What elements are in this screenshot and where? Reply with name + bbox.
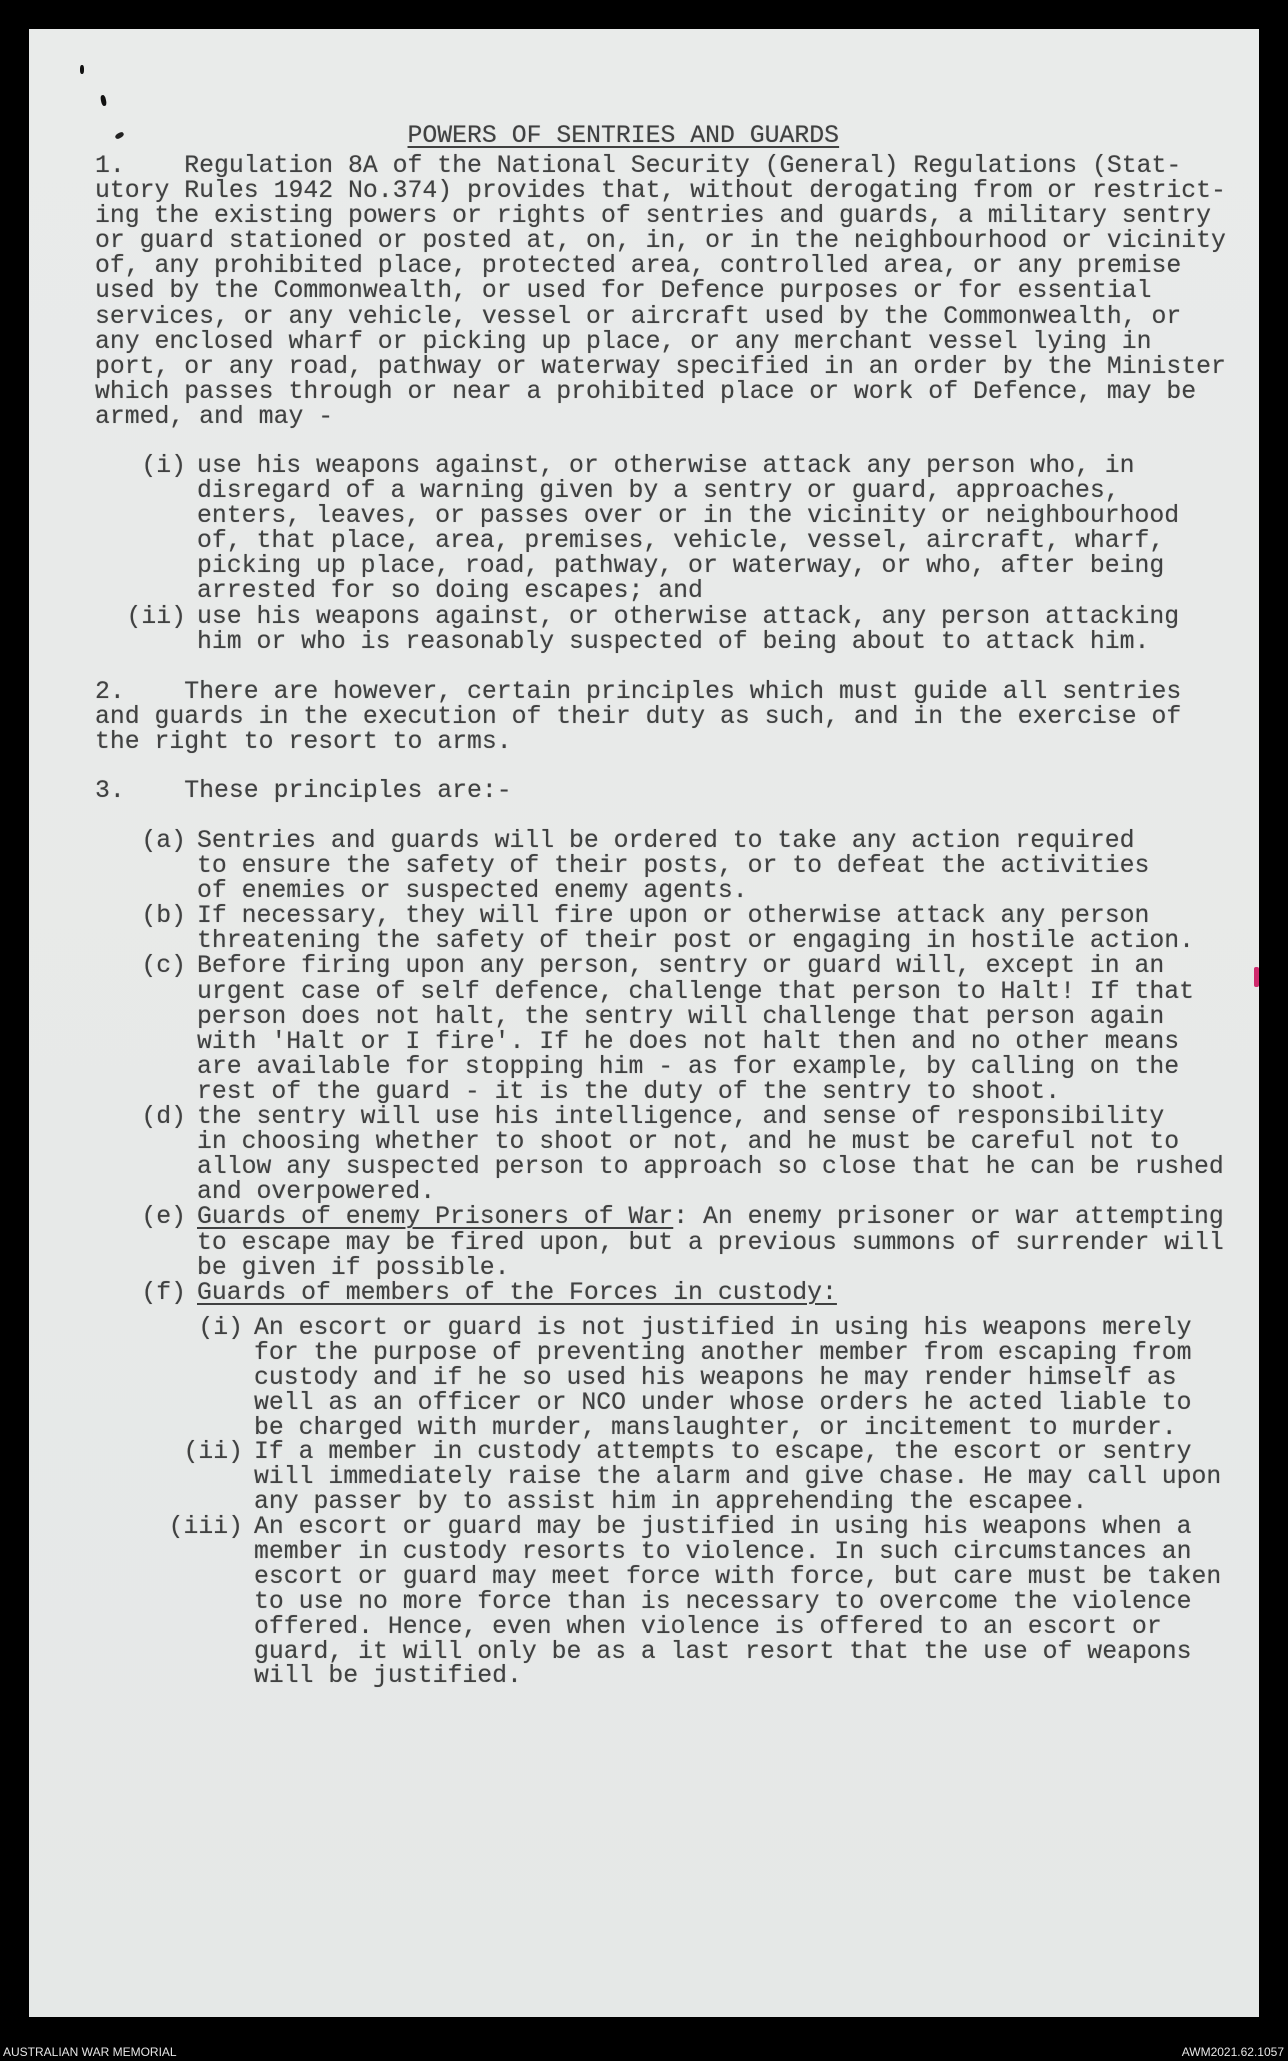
- text-line: [254, 1388, 1221, 1417]
- text-line: services, or any vehicle, vessel or aircraft used by the Commonwealth, or: [95, 302, 1182, 331]
- text-line: [198, 1314, 1221, 1342]
- text-line: 1. Regulation 8A of the National Security (General) Regulations (Stat-: [95, 152, 1182, 180]
- accession-number: AWM2021.62.1057: [1181, 2045, 1284, 2059]
- line-text: any passer by to assist him in apprehending the escapee.: [254, 1488, 1088, 1517]
- line-text: to use no more force than is necessary to overcome the violence: [254, 1587, 1192, 1616]
- text-line: [254, 1637, 1221, 1666]
- line-text: to ensure the safety of their posts, or to defeat the activities: [197, 852, 1150, 881]
- text-line: [197, 1027, 1224, 1056]
- line-text: offered. Hence, even when violence is offered to an escort or: [254, 1612, 1162, 1641]
- line-text: disregard of a warning given by a sentry or guard, approaches,: [197, 477, 1120, 506]
- text-line: [197, 1155, 1224, 1180]
- line-text: escort or guard may meet force with force, but care must be taken: [254, 1562, 1222, 1591]
- text-line: port, or any road, pathway or waterway specified in an order by the Minister: [95, 352, 1226, 381]
- line-text: Before firing upon any person, sentry or guard will, except in an: [197, 952, 1165, 981]
- paragraph-3: [95, 779, 512, 804]
- text-line: [254, 1413, 1221, 1442]
- item-label: (c): [141, 952, 186, 981]
- text-line: [197, 929, 1224, 954]
- item-label: (b): [141, 902, 186, 931]
- text-line: [254, 1465, 1221, 1490]
- line-text: allow any suspected person to approach so close that he can be rushed: [197, 1153, 1224, 1182]
- text-line: [197, 579, 1179, 604]
- text-line: which passes through or near a prohibited place or work of Defence, may be: [95, 377, 1197, 406]
- list-item-c: [141, 952, 1224, 1106]
- list-item-d: [141, 1103, 1224, 1207]
- text-line: [183, 1438, 1221, 1467]
- text-line: [197, 627, 1179, 656]
- item-label: (ii): [126, 602, 186, 631]
- line-text: well as an officer or NCO under whose orders he acted liable to: [254, 1388, 1192, 1417]
- item-label: (ii): [183, 1438, 243, 1467]
- paragraph-1: [95, 154, 1226, 430]
- text-line: [197, 1077, 1224, 1106]
- text-line: [126, 602, 1180, 631]
- line-text: to escape may be fired upon, but a previous summons of surrender will: [197, 1228, 1224, 1257]
- list-item-i: [198, 1314, 1221, 1442]
- text-line: ing the existing powers or rights of sentries and guards, a military sentry: [95, 202, 1212, 231]
- list-item-e: [141, 1203, 1224, 1282]
- line-text: enters, leaves, or passes over or in the vicinity or neighbourhood: [197, 502, 1180, 531]
- list-item-ii: [183, 1438, 1222, 1517]
- text-line: [197, 854, 1224, 879]
- text-line: [197, 1228, 1224, 1257]
- edge-color-mark: [1254, 967, 1259, 987]
- institution-caption: AUSTRALIAN WAR MEMORIAL: [3, 2045, 177, 2059]
- paragraph-2: [95, 680, 1181, 755]
- text-line: [168, 1513, 1221, 1542]
- line-text: use his weapons against, or otherwise attack any person who, in: [197, 452, 1135, 480]
- text-line: [254, 1562, 1222, 1591]
- text-line: 2. There are however, certain principles which must guide all sentries: [95, 678, 1182, 706]
- text-line: [141, 1278, 1224, 1307]
- line-text: the sentry will use his intelligence, and sense of responsibility: [197, 1103, 1165, 1132]
- line-text: An escort or guard may be justified in using his weapons when a: [254, 1513, 1192, 1542]
- text-line: [197, 1052, 1224, 1081]
- text-line: [197, 879, 1224, 904]
- line-text: If necessary, they will fire upon or otherwise attack any person: [197, 902, 1150, 931]
- item-label: (a): [141, 827, 186, 855]
- text-line: [254, 1363, 1221, 1392]
- item-label: (d): [141, 1103, 186, 1132]
- list-item-a: [141, 827, 1224, 906]
- item-label: (iii): [168, 1513, 243, 1542]
- list-item-ii: [126, 602, 1180, 656]
- text-line: utory Rules 1942 No.374) provides that, without derogating from or restrict-: [95, 177, 1226, 206]
- text-line: [197, 1253, 1224, 1282]
- text-line: armed, and may -: [95, 402, 334, 431]
- list-item-f: [141, 1278, 1224, 1307]
- text-line: used by the Commonwealth, or used for Defence purposes or for essential: [95, 277, 1152, 306]
- text-line: or guard stationed or posted at, on, in, or in the neighbourhood or vicinity: [95, 227, 1226, 256]
- list-item-b: [141, 902, 1224, 956]
- text-line: [141, 902, 1224, 931]
- punch-mark: [100, 95, 107, 107]
- item-label: (i): [198, 1314, 243, 1342]
- text-line: [141, 1203, 1224, 1232]
- principles-list: [141, 827, 1224, 1307]
- line-text: be given if possible.: [197, 1253, 510, 1282]
- item-label: (i): [141, 452, 186, 480]
- line-text: will be justified.: [254, 1662, 522, 1691]
- line-text: and overpowered.: [197, 1178, 436, 1207]
- line-text: member in custody resorts to violence. In such circumstances an: [254, 1538, 1192, 1567]
- punch-mark: [80, 65, 84, 74]
- text-line: [197, 1002, 1224, 1031]
- line-text: for the purpose of preventing another member from escaping from: [254, 1338, 1192, 1367]
- text-line: [141, 952, 1224, 981]
- item-heading: Guards of enemy Prisoners of War: [197, 1203, 674, 1232]
- text-line: [141, 1103, 1224, 1132]
- text-line: [197, 1130, 1224, 1155]
- text-line: [254, 1490, 1221, 1515]
- item-label: (e): [141, 1203, 186, 1232]
- line-text: will immediately raise the alarm and give chase. He may call upon: [254, 1463, 1222, 1492]
- text-line: [254, 1587, 1221, 1616]
- list-item-iii: [168, 1513, 1222, 1691]
- line-text: person does not halt, the sentry will challenge that person again: [197, 1002, 1165, 1031]
- line-text: Sentries and guards will be ordered to take any action required: [197, 827, 1135, 855]
- text-line: [197, 1180, 1224, 1205]
- line-text: in choosing whether to shoot or not, and he must be careful not to: [197, 1128, 1180, 1157]
- text-line: [197, 977, 1224, 1006]
- text-line: [197, 479, 1179, 504]
- line-text: An escort or guard is not justified in using his weapons merely: [254, 1314, 1192, 1342]
- line-text: : An enemy prisoner or war attempting: [673, 1203, 1224, 1232]
- line-text: arrested for so doing escapes; and: [197, 577, 703, 606]
- line-text: picking up place, road, pathway, or waterway, or who, after being: [197, 552, 1165, 581]
- line-text: rest of the guard - it is the duty of the sentry to shoot.: [197, 1077, 1061, 1106]
- line-text: guard, it will only be as a last resort that the use of weapons: [254, 1637, 1192, 1666]
- line-text: are available for stopping him - as for example, by calling on the: [197, 1052, 1180, 1081]
- line-text: urgent case of self defence, challenge that person to Halt! If that: [197, 977, 1194, 1006]
- line-text: If a member in custody attempts to escape, the escort or sentry: [254, 1438, 1192, 1467]
- principle-f-sub-items: [168, 1314, 1222, 1691]
- item-label: (f): [141, 1278, 186, 1307]
- paragraph-1-items: [126, 452, 1180, 656]
- line-text: use his weapons against, or otherwise attack, any person attacking: [197, 602, 1180, 631]
- text-line: [197, 529, 1179, 554]
- text-line: and guards in the execution of their duty as such, and in the exercise of: [95, 703, 1182, 732]
- list-item-i: [141, 452, 1180, 606]
- document-page: [29, 29, 1259, 2017]
- text-line: [141, 827, 1224, 855]
- line-text: be charged with murder, manslaughter, or incitement to murder.: [254, 1413, 1177, 1442]
- text-line: [197, 554, 1179, 579]
- text-line: any enclosed wharf or picking up place, or any merchant vessel lying in: [95, 327, 1152, 356]
- line-text: of, that place, area, premises, vehicle, vessel, aircraft, wharf,: [197, 527, 1165, 556]
- text-line: [141, 452, 1179, 480]
- text-line: of, any prohibited place, protected area, controlled area, or any premise: [95, 252, 1182, 281]
- line-text: him or who is reasonably suspected of being about to attack him.: [197, 627, 1150, 656]
- line-text: custody and if he so used his weapons he may render himself as: [254, 1363, 1177, 1392]
- line-text: of enemies or suspected enemy agents.: [197, 877, 748, 906]
- ink-speck: [114, 131, 124, 140]
- text-line: [254, 1664, 1221, 1689]
- line-text: with 'Halt or I fire'. If he does not halt then and no other means: [197, 1027, 1180, 1056]
- item-heading: Guards of members of the Forces in custody:: [197, 1278, 837, 1307]
- text-line: 3. These principles are:-: [95, 777, 512, 805]
- text-line: [197, 504, 1179, 529]
- text-line: [254, 1338, 1221, 1367]
- line-text: threatening the safety of their post or engaging in hostile action.: [197, 927, 1194, 956]
- text-line: [254, 1612, 1221, 1641]
- text-line: the right to resort to arms.: [95, 728, 512, 757]
- text-line: [254, 1540, 1221, 1565]
- title-text: POWERS OF SENTRIES AND GUARDS: [407, 122, 840, 151]
